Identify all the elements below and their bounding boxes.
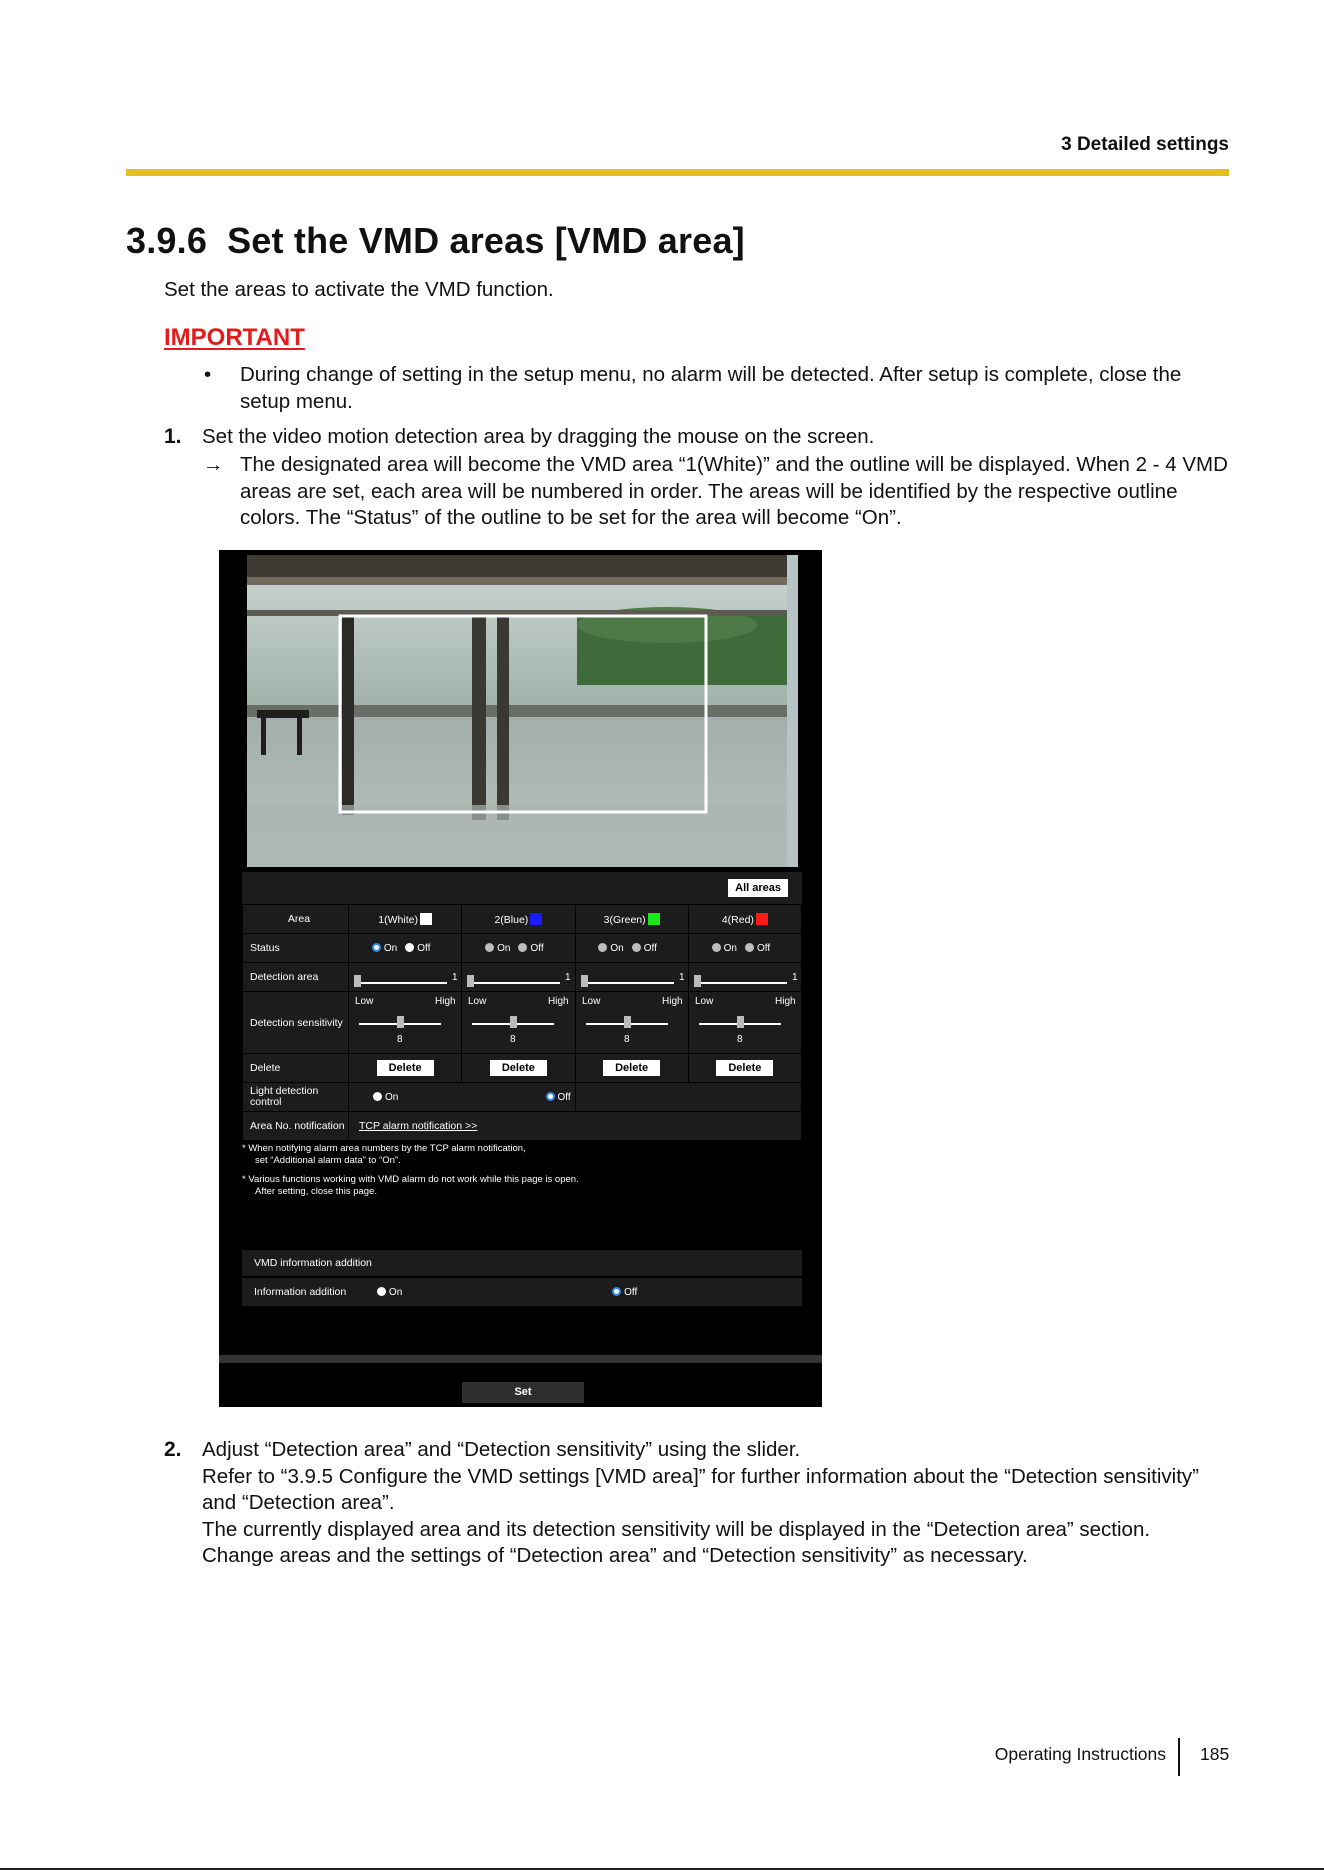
step2-body	[202, 1437, 1237, 1570]
bullet-marker: •	[204, 363, 212, 386]
step2-line-1: Adjust “Detection area” and “Detection sensitivity” using the slider.	[202, 1438, 801, 1461]
important-text: During change of setting in the setup menu, no alarm will be detected. After setup is complete, close the setup menu.	[240, 363, 1182, 413]
vmd-settings-grid	[242, 872, 802, 1141]
sensitivity-2-high: High	[548, 996, 569, 1007]
light-detection-on-label: On	[385, 1092, 399, 1103]
light-detection-off-radio[interactable]	[546, 1092, 555, 1101]
note-4: After setting, close this page.	[255, 1186, 377, 1197]
status-2-off-label: Off	[530, 943, 544, 954]
important-label: IMPORTANT	[164, 324, 305, 351]
label-detection-area: Detection area	[243, 963, 349, 992]
sensitivity-3-slider[interactable]	[576, 992, 688, 1050]
step2-number: 2.	[164, 1438, 182, 1461]
detection-area-3	[575, 963, 688, 992]
note-3: * Various functions working with VMD alarm do not work while this page is open.	[242, 1174, 579, 1185]
label-detection-sensitivity: Detection sensitivity	[243, 992, 349, 1054]
status-4-on-label: On	[723, 943, 737, 954]
detection-area-1-slider[interactable]	[349, 963, 461, 991]
status-2-off-radio[interactable]	[518, 943, 527, 952]
sensitivity-2-low: Low	[468, 996, 487, 1007]
status-1-off-radio[interactable]	[405, 943, 414, 952]
header-rule	[126, 169, 1229, 176]
bottom-rule	[0, 1868, 1324, 1870]
vmd-info-row	[242, 1278, 802, 1306]
sensitivity-4	[688, 992, 801, 1054]
step1-number: 1.	[164, 425, 182, 448]
detection-area-2	[462, 963, 575, 992]
sensitivity-4-low: Low	[694, 996, 714, 1007]
sensitivity-4-high: High	[774, 996, 796, 1007]
vmd-info-title-row	[242, 1250, 802, 1276]
row-area-no-notification	[243, 1112, 802, 1141]
area-4-header[interactable]	[688, 905, 801, 934]
status-4-on-radio[interactable]	[712, 943, 721, 952]
delete-cell-4	[688, 1054, 801, 1083]
sensitivity-3-high: High	[661, 996, 683, 1007]
sensitivity-2-slider[interactable]	[462, 992, 574, 1050]
detection-area-4-slider[interactable]	[689, 963, 801, 991]
area-4-color-swatch	[756, 913, 768, 925]
status-2	[462, 934, 575, 963]
sensitivity-3-low: Low	[581, 996, 600, 1007]
area-1-color-swatch	[420, 913, 432, 925]
status-1	[349, 934, 462, 963]
row-status	[243, 934, 802, 963]
area-2-color-swatch	[530, 913, 542, 925]
light-detection-off	[557, 1083, 802, 1112]
detection-area-3-value: 1	[678, 972, 685, 983]
info-addition-on-radio[interactable]	[377, 1287, 386, 1296]
sensitivity-1-high: High	[435, 996, 456, 1007]
vmd-table	[242, 904, 802, 1141]
step1-text: Set the video motion detection area by dragging the mouse on the screen.	[202, 425, 875, 448]
section-title: Set the VMD areas [VMD area]	[227, 220, 745, 261]
sensitivity-3-value: 8	[623, 1034, 630, 1045]
footer-label: Operating Instructions	[994, 1744, 1166, 1764]
header-section-title: 3 Detailed settings	[1061, 134, 1229, 155]
label-delete: Delete	[243, 1054, 349, 1083]
delete-area-4-button[interactable]: Delete	[716, 1060, 773, 1076]
status-1-off-label: Off	[417, 943, 431, 954]
all-areas-row	[242, 872, 802, 904]
area-3-header[interactable]	[575, 905, 688, 934]
status-1-on-label: On	[383, 943, 398, 954]
tcp-link-cell	[349, 1112, 802, 1141]
status-3-on-label: On	[610, 943, 624, 954]
status-3-on-radio[interactable]	[598, 943, 607, 952]
status-3	[575, 934, 688, 963]
section-heading	[126, 220, 745, 262]
sensitivity-4-slider[interactable]	[689, 992, 801, 1050]
label-area: Area	[243, 905, 349, 934]
sensitivity-2-value: 8	[510, 1034, 516, 1045]
camera-image[interactable]	[247, 555, 798, 867]
area-2-header[interactable]	[462, 905, 575, 934]
row-detection-area	[243, 963, 802, 992]
delete-area-2-button[interactable]: Delete	[490, 1060, 547, 1076]
step2-line-2: Refer to “3.9.5 Configure the VMD settings [VMD area]” for further information about the “Detection sensitivity” and “Detection area”.	[202, 1464, 1199, 1514]
delete-area-3-button[interactable]: Delete	[603, 1060, 660, 1076]
arrow-icon: →	[203, 453, 224, 476]
label-status: Status	[243, 934, 349, 963]
detection-area-4	[688, 963, 801, 992]
note-1: * When notifying alarm area numbers by the TCP alarm notification,	[242, 1143, 526, 1154]
info-addition-on-label: On	[388, 1287, 403, 1298]
light-detection-on	[349, 1083, 576, 1112]
info-addition-off-radio[interactable]	[612, 1287, 621, 1296]
status-4	[688, 934, 801, 963]
status-4-off-radio[interactable]	[745, 943, 754, 952]
vmd-area-screenshot	[219, 550, 822, 1407]
area-1-name: 1(White)	[378, 913, 418, 926]
tcp-alarm-notification-link[interactable]: TCP alarm notification >>	[359, 1120, 478, 1132]
area-3-color-swatch	[648, 913, 660, 925]
status-1-on-radio[interactable]	[372, 943, 381, 952]
label-light-detection: Light detection control	[243, 1083, 349, 1112]
section-intro: Set the areas to activate the VMD function.	[164, 278, 554, 301]
step2-line-3: The currently displayed area and its detection sensitivity will be displayed in the “Detection area” section.	[202, 1517, 1151, 1541]
row-area	[243, 905, 802, 934]
sensitivity-4-value: 8	[736, 1034, 743, 1045]
detection-area-1	[349, 963, 462, 992]
info-addition-off-label: Off	[624, 1287, 638, 1298]
all-areas-button[interactable]: All areas	[728, 879, 788, 897]
sensitivity-1	[349, 992, 462, 1054]
status-2-on-radio[interactable]	[485, 943, 494, 952]
area-3-name: 3(Green)	[603, 913, 646, 926]
status-4-off-label: Off	[756, 943, 771, 954]
sensitivity-2	[462, 992, 575, 1054]
vmd-info-title: VMD information addition	[254, 1257, 372, 1269]
area-4-name: 4(Red)	[721, 913, 754, 926]
sensitivity-1-slider[interactable]	[349, 992, 461, 1050]
row-light-detection	[243, 1083, 802, 1112]
delete-cell-1	[349, 1054, 462, 1083]
row-detection-sensitivity	[243, 992, 802, 1054]
delete-cell-3	[575, 1054, 688, 1083]
detection-area-4-value: 1	[791, 972, 798, 983]
label-area-no-notification: Area No. notification	[243, 1112, 349, 1141]
section-number: 3.9.6	[126, 220, 208, 261]
divider-bar	[219, 1355, 822, 1363]
area-1-header[interactable]	[349, 905, 462, 934]
delete-area-1-button[interactable]: Delete	[377, 1060, 434, 1076]
step1-result: The designated area will become the VMD area “1(White)” and the outline will be displayed. When 2 - 4 VMD areas are set, each area will be numbered in order. The areas will be identified by the respective outline colors. The “Status” of the outline to be set for the area will become “On”.	[240, 453, 1228, 529]
sensitivity-1-value: 8	[397, 1034, 403, 1045]
status-3-off-label: Off	[643, 943, 657, 954]
sensitivity-1-low: Low	[355, 996, 374, 1007]
page-number: 185	[1200, 1744, 1230, 1764]
light-detection-on-radio[interactable]	[373, 1092, 382, 1101]
sensitivity-3	[575, 992, 688, 1054]
detection-area-1-value: 1	[452, 972, 458, 983]
footer-divider	[1178, 1738, 1180, 1776]
information-addition-label: Information addition	[254, 1286, 347, 1298]
detection-area-3-slider[interactable]	[576, 963, 688, 991]
detection-area-2-slider[interactable]	[462, 963, 574, 991]
status-3-off-radio[interactable]	[632, 943, 641, 952]
delete-cell-2	[462, 1054, 575, 1083]
set-button[interactable]: Set	[462, 1382, 584, 1403]
area-2-name: 2(Blue)	[494, 913, 529, 926]
note-2: set “Additional alarm data” to “On”.	[255, 1155, 401, 1166]
status-2-on-label: On	[497, 943, 511, 954]
light-detection-off-label: Off	[557, 1092, 571, 1103]
step2-line-4: Change areas and the settings of “Detection area” and “Detection sensitivity” as necessary.	[202, 1544, 1028, 1567]
detection-area-2-value: 1	[565, 972, 571, 983]
row-delete	[243, 1054, 802, 1083]
